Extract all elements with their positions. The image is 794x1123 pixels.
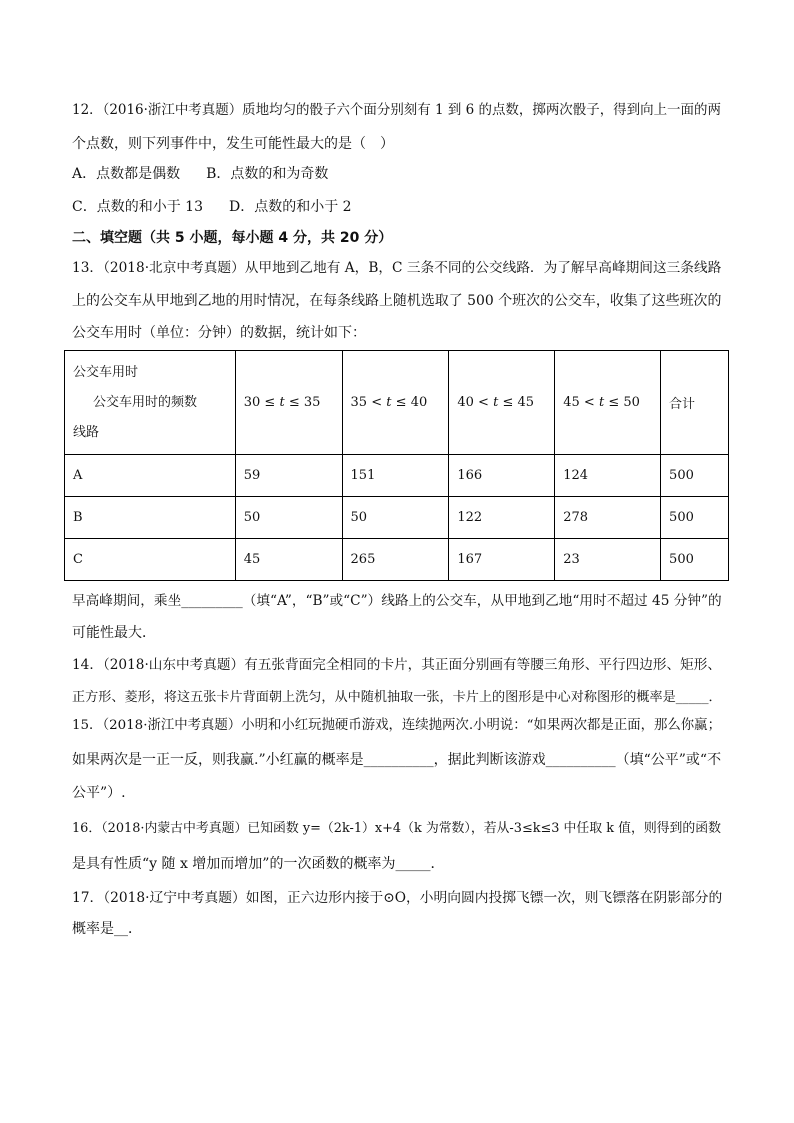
q14-line-2: 正方形、菱形，将这五张卡片背面朝上洗匀，从中随机抽取一张，卡片上的图形是中心对称图形的概率是_____． <box>72 690 722 705</box>
q16-line-2: 是具有性质“y 随 x 增加而增加”的一次函数的概率为_____． <box>72 856 445 872</box>
table-header-row <box>65 351 729 455</box>
table-cell: 59 <box>235 455 342 497</box>
header-interval-3: 40 < t ≤ 45 <box>449 351 555 455</box>
header-total: 合计 <box>661 351 729 455</box>
q17-line-1: 17．（2018·辽宁中考真题）如图，正六边形内接于⊙O，小明向圆内投掷飞镖一次，则飞镖落在阴影部分的 <box>72 890 723 906</box>
q17-line-2: 概率是__． <box>72 921 142 937</box>
q12-line-2: 个点数，则下列事件中，发生可能性最大的是（ ） <box>72 136 394 152</box>
q12-option-c: C．点数的和小于 13 <box>72 199 203 215</box>
header-interval-1: 30 ≤ t ≤ 35 <box>235 351 342 455</box>
table-cell: 278 <box>555 497 661 539</box>
table-row <box>65 455 729 497</box>
q13-line-3: 公交车用时（单位：分钟）的数据，统计如下： <box>72 325 366 341</box>
q12-line-1: 12．（2016·浙江中考真题）质地均匀的骰子六个面分别刻有 1 到 6 的点数，掷两次骰子，得到向上一面的两 <box>72 102 721 118</box>
row-label: A <box>65 455 236 497</box>
header-interval-4: 45 < t ≤ 50 <box>555 351 661 455</box>
q13-line-2: 上的公交车从甲地到乙地的用时情况，在每条线路上随机选取了 500 个班次的公交车，收集了这些班次的 <box>72 293 722 309</box>
table-cell: 500 <box>661 455 729 497</box>
table-cell: 500 <box>661 497 729 539</box>
header-corner-middle: 公交车用时的频数 <box>93 394 198 410</box>
q12-option-a: A．点数都是偶数 <box>72 166 181 182</box>
q13-after-line-2: 可能性最大． <box>72 625 156 641</box>
q13-line-1: 13．（2018·北京中考真题）从甲地到乙地有 A，B，C 三条不同的公交线路．为了解早高峰期间这三条线路 <box>72 260 722 276</box>
q15-line-3: 公平”）. <box>72 785 126 801</box>
row-label: C <box>65 539 236 581</box>
header-interval-2: 35 < t ≤ 40 <box>342 351 449 455</box>
table-cell: 50 <box>342 497 449 539</box>
table-cell: 500 <box>661 539 729 581</box>
table-cell: 50 <box>235 497 342 539</box>
q13-after-line-1: 早高峰期间，乘坐_________（填“A”，“B”或“C”）线路上的公交车，从甲地到乙地“用时不超过 45 分钟”的 <box>72 593 722 609</box>
table-cell: 45 <box>235 539 342 581</box>
section-heading: 二、填空题（共 5 小题，每小题 4 分，共 20 分） <box>72 230 393 246</box>
table-cell: 122 <box>449 497 555 539</box>
table-cell: 23 <box>555 539 661 581</box>
row-label: B <box>65 497 236 539</box>
header-corner-cell <box>65 351 236 455</box>
q12-option-d: D．点数的和小于 2 <box>228 199 352 215</box>
table-cell: 151 <box>342 455 449 497</box>
table-row <box>65 497 729 539</box>
q12-option-b: B．点数的和为奇数 <box>206 166 329 182</box>
q15-line-1: 15．（2018·浙江中考真题）小明和小红玩抛硬币游戏，连续抛两次.小明说：“如果两次都是正面，那么你赢； <box>72 718 721 733</box>
bus-time-table <box>64 350 729 581</box>
header-corner-bottom: 线路 <box>73 424 100 440</box>
q15-line-2: 如果两次是一正一反，则我赢.”小红赢的概率是__________，据此判断该游戏__________（填“公平”或“不 <box>72 752 722 768</box>
table-cell: 124 <box>555 455 661 497</box>
q12-options-cd <box>72 197 352 217</box>
table-row <box>65 539 729 581</box>
table-cell: 167 <box>449 539 555 581</box>
table-cell: 265 <box>342 539 449 581</box>
header-corner-top: 公交车用时 <box>73 364 139 380</box>
table-cell: 166 <box>449 455 555 497</box>
q12-options-ab <box>72 164 328 184</box>
q16-line-1: 16．（2018·内蒙古中考真题）已知函数 y=（2k-1）x+4（k 为常数），若从-3≤k≤3 中任取 k 值，则得到的函数 <box>72 821 721 836</box>
q14-line-1: 14．（2018·山东中考真题）有五张背面完全相同的卡片，其正面分别画有等腰三角形、平行四边形、矩形、 <box>72 657 722 673</box>
